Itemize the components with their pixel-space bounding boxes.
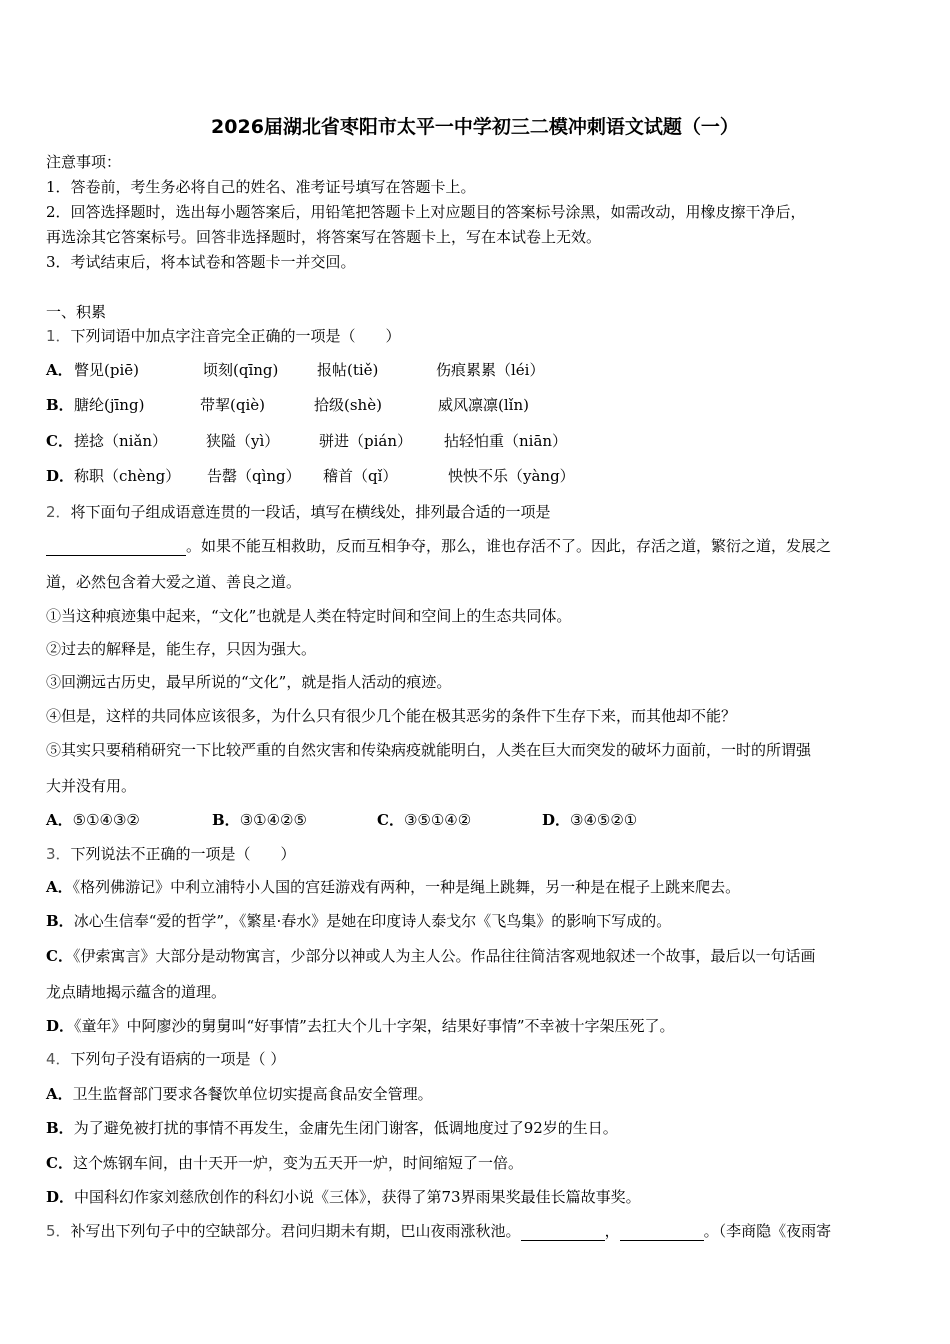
notice-item: 3．考试结束后，将本试卷和答题卡一并交回。 bbox=[46, 253, 356, 271]
option-item: 狭隘（yì） bbox=[206, 432, 280, 450]
option-item: 报帖(tiě) bbox=[317, 361, 379, 379]
option-letter: C． bbox=[377, 811, 404, 829]
question-number: 1． bbox=[46, 327, 71, 345]
option-item: 膅纶(jīng) bbox=[74, 396, 145, 414]
option-item: 稽首（qǐ） bbox=[323, 467, 398, 485]
option-d bbox=[46, 1187, 641, 1207]
paragraph-text: 道，必然包含着大爱之道、善良之道。 bbox=[46, 573, 302, 591]
paragraph-text: 。如果不能互相救助，反而互相争夺，那么，谁也存活不了。因此，存活之道，繁衍之道，发展之 bbox=[186, 537, 832, 555]
option-text: 《童年》中阿廖沙的舅舅叫“好事情”去扛大个儿十字架，结果好事情”不幸被十字架压死了。 bbox=[74, 1017, 675, 1035]
question-1-stem bbox=[46, 326, 401, 346]
section-heading: 一、积累 bbox=[46, 303, 107, 321]
question-2-stem bbox=[46, 502, 551, 522]
question-number: 2． bbox=[46, 503, 71, 521]
sentence-5: ⑤其实只要稍稍研究一下比较严重的自然灾害和传染病疫就能明白，人类在巨大而突发的破坏力面前，一时的所谓强 bbox=[46, 741, 812, 759]
option-item: 骈进（pián） bbox=[319, 432, 413, 450]
notice-item: 1．答卷前，考生务必将自己的姓名、准考证号填写在答题卡上。 bbox=[46, 178, 476, 196]
option-text: ③⑤①④② bbox=[403, 811, 472, 829]
option-letter: B． bbox=[46, 1119, 74, 1137]
option-d bbox=[542, 810, 637, 830]
option-letter: B． bbox=[46, 396, 74, 414]
option-item: 拾级(shè) bbox=[314, 396, 382, 414]
option-letter: D． bbox=[46, 1188, 75, 1206]
question-number: 3． bbox=[46, 845, 71, 863]
option-a bbox=[46, 810, 140, 830]
option-item: 瞥见(piē) bbox=[74, 361, 139, 379]
option-text: 冰心生信奉“爱的哲学”，《繁星·春水》是她在印度诗人泰戈尔《飞鸟集》的影响下写成的。 bbox=[73, 912, 672, 930]
question-text: 下列词语中加点字注音完全正确的一项是（ ） bbox=[70, 327, 401, 345]
option-item: 顷刻(qīng) bbox=[203, 361, 279, 379]
option-letter: A． bbox=[46, 878, 73, 896]
notice-item: 2．回答选择题时，选出每小题答案后，用铅笔把答题卡上对应题目的答案标号涂黑，如需改动，用橡皮擦干净后， bbox=[46, 203, 806, 221]
notice-heading: 注意事项： bbox=[46, 153, 122, 171]
option-letter: C． bbox=[46, 432, 73, 450]
period: 。 bbox=[703, 1222, 719, 1240]
option-c bbox=[46, 946, 815, 966]
option-text: 中国科幻作家刘慈欣创作的科幻小说《三体》，获得了第73界雨果奖最佳长篇故事奖。 bbox=[74, 1188, 641, 1206]
sentence-2: ②过去的解释是，能生存，只因为强大。 bbox=[46, 640, 317, 658]
option-b bbox=[46, 911, 671, 931]
option-letter: D． bbox=[46, 467, 75, 485]
option-letter: C． bbox=[46, 947, 73, 965]
question-text: 补写出下列句子中的空缺部分。君问归期未有期，巴山夜雨涨秋池。 bbox=[70, 1222, 521, 1240]
answer-blank[interactable] bbox=[46, 538, 186, 556]
option-text: ⑤①④③② bbox=[72, 811, 140, 829]
option-a bbox=[46, 1084, 433, 1104]
option-letter: A． bbox=[46, 1085, 73, 1103]
option-letter: B． bbox=[46, 912, 74, 930]
question-text: 将下面句子组成语意连贯的一段话，填写在横线处，排列最合适的一项是 bbox=[70, 503, 551, 521]
sentence-1: ①当这种痕迹集中起来，“文化”也就是人类在特定时间和空间上的生态共同体。 bbox=[46, 607, 572, 625]
option-letter: D． bbox=[542, 811, 571, 829]
question-number: 4． bbox=[46, 1050, 71, 1068]
sentence-3: ③回溯远古历史，最早所说的“文化”，就是指人活动的痕迹。 bbox=[46, 673, 452, 691]
option-letter: D． bbox=[46, 1017, 75, 1035]
question-3-stem bbox=[46, 844, 296, 864]
question-number: 5． bbox=[46, 1222, 71, 1240]
option-letter: B． bbox=[212, 811, 240, 829]
option-letter: C． bbox=[46, 1154, 73, 1172]
notice-item: 再选涂其它答案标号。回答非选择题时，将答案写在答题卡上，写在本试卷上无效。 bbox=[46, 228, 602, 246]
option-item: 怏怏不乐（yàng） bbox=[448, 467, 575, 485]
answer-blank[interactable] bbox=[620, 1223, 704, 1241]
option-letter: A． bbox=[46, 361, 73, 379]
option-text: 《格列佛游记》中利立浦特小人国的宫廷游戏有两种，一种是绳上跳舞，另一种是在棍子上跳来爬去。 bbox=[72, 878, 741, 896]
option-b bbox=[46, 1118, 618, 1138]
question-5-stem bbox=[46, 1221, 831, 1241]
option-a bbox=[46, 877, 740, 897]
option-item: 带挈(qiè) bbox=[200, 396, 265, 414]
option-c bbox=[46, 1153, 523, 1173]
sentence-4: ④但是，这样的共同体应该很多，为什么只有很少几个能在极其恶劣的条件下生存下来，而其他却不能？ bbox=[46, 707, 737, 725]
option-text: ③①④②⑤ bbox=[239, 811, 307, 829]
option-text: ③④⑤②① bbox=[570, 811, 638, 829]
question-2-paragraph bbox=[46, 536, 831, 556]
option-item: 告罄（qìng） bbox=[207, 467, 301, 485]
source-note: （李商隐《夜雨寄 bbox=[718, 1222, 832, 1240]
option-text: 卫生监督部门要求各餐饮单位切实提高食品安全管理。 bbox=[72, 1085, 433, 1103]
option-item: 搓捻（niǎn） bbox=[74, 432, 168, 450]
option-text: 《伊索寓言》大部分是动物寓言，少部分以神或人为主人公。作品往往简洁客观地叙述一个故事，最后以一句话画 bbox=[72, 947, 816, 965]
question-text: 下列句子没有语病的一项是（ ） bbox=[70, 1050, 286, 1068]
option-item: 伤痕累累（léi） bbox=[436, 361, 545, 379]
question-4-stem bbox=[46, 1049, 285, 1069]
option-item: 称职（chèng） bbox=[74, 467, 181, 485]
sentence-5-cont: 大并没有用。 bbox=[46, 777, 137, 795]
comma: ， bbox=[604, 1222, 620, 1240]
option-letter: A． bbox=[46, 811, 73, 829]
option-item: 拈轻怕重（niān） bbox=[444, 432, 568, 450]
option-text: 为了避免被打扰的事情不再发生，金庸先生闭门谢客，低调地度过了92岁的生日。 bbox=[73, 1119, 618, 1137]
question-text: 下列说法不正确的一项是（ ） bbox=[70, 845, 296, 863]
answer-blank[interactable] bbox=[521, 1223, 605, 1241]
option-c-cont: 龙点睛地揭示蕴含的道理。 bbox=[46, 983, 227, 1001]
page-title: 2026届湖北省枣阳市太平一中学初三二模冲刺语文试题（一） bbox=[211, 116, 739, 138]
option-d bbox=[46, 1016, 675, 1036]
option-item: 威风凛凛(lǐn) bbox=[438, 396, 529, 414]
option-c bbox=[377, 810, 471, 830]
option-b bbox=[212, 810, 307, 830]
option-text: 这个炼钢车间，由十天开一炉，变为五天开一炉，时间缩短了一倍。 bbox=[72, 1154, 523, 1172]
